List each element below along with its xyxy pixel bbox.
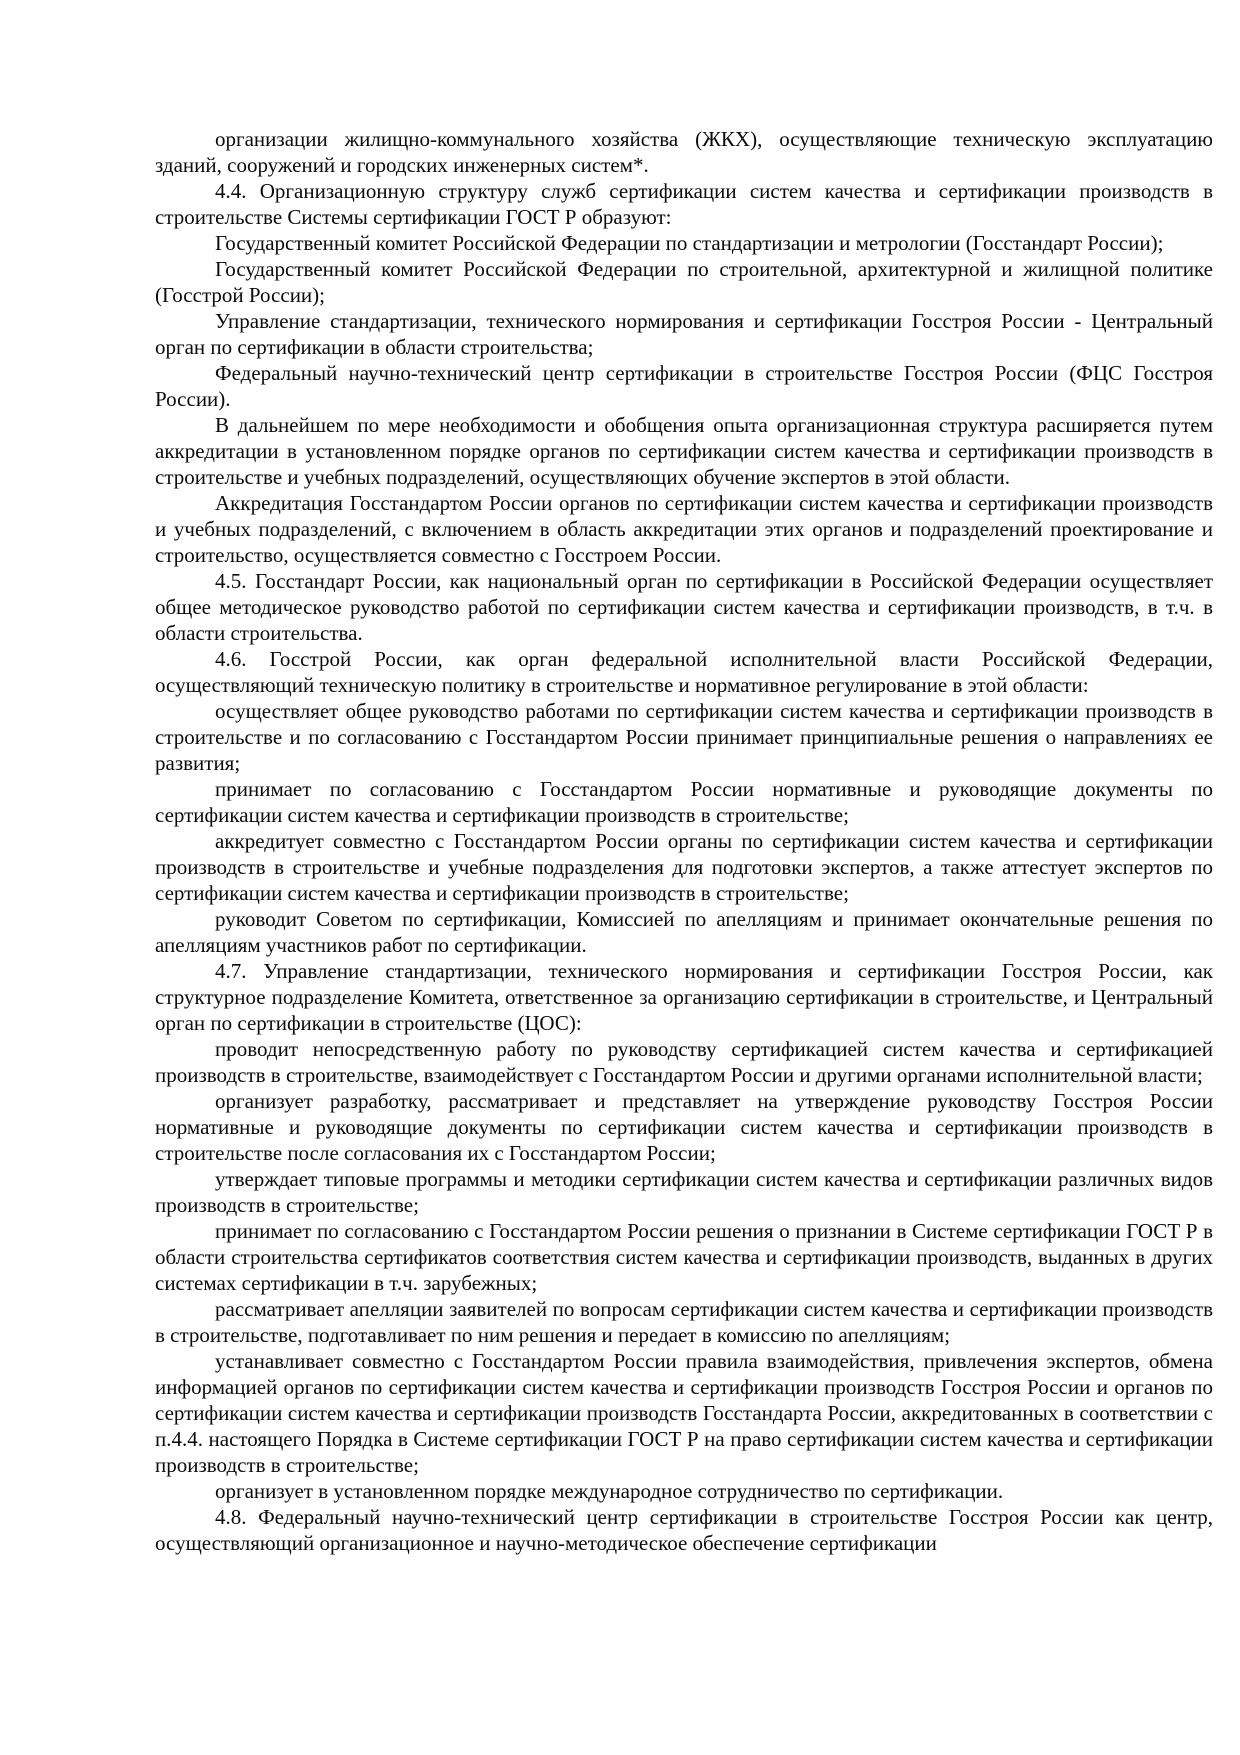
- paragraph: руководит Советом по сертификации, Комиссией по апелляциям и принимает окончательные решения по апелляциям участников работ по сертификации.: [155, 907, 1213, 957]
- paragraph: организует разработку, рассматривает и представляет на утверждение руководству Госстроя России нормативные и руководящие документы по сертификации систем качества и сертификации производств в строительстве после согласования их с Госстандартом России;: [155, 1089, 1213, 1165]
- paragraph: 4.8. Федеральный научно-технический центр сертификации в строительстве Госстроя России как центр, осуществляющий организационное и научно-методическое обеспечение сертификации: [155, 1505, 1213, 1555]
- paragraph: организует в установленном порядке международное сотрудничество по сертификации.: [215, 1479, 1004, 1503]
- paragraph: принимает по согласованию с Госстандартом России решения о признании в Системе сертификации ГОСТ Р в области строительства сертификатов соответствия систем качества и сертификации производств, выданных в других системах сертификации в т.ч. зарубежных;: [155, 1219, 1213, 1295]
- paragraph: 4.4. Организационную структуру служб сертификации систем качества и сертификации производств в строительстве Системы сертификации ГОСТ Р образуют:: [155, 179, 1213, 229]
- paragraph: 4.7. Управление стандартизации, технического нормирования и сертификации Госстроя России, как структурное подразделение Комитета, ответственное за организацию сертификации в строительстве, и Центральный орган по сертификации в строительстве (ЦОС):: [155, 959, 1213, 1035]
- paragraph: Аккредитация Госстандартом России органов по сертификации систем качества и сертификации производств и учебных подразделений, с включением в область аккредитации этих органов и подразделений проектирование и строительство, осуществляется совместно с Госстроем России.: [155, 491, 1213, 567]
- paragraph: организации жилищно-коммунального хозяйства (ЖКХ), осуществляющие техническую эксплуатацию зданий, сооружений и городских инженерных систем*.: [155, 127, 1213, 177]
- document-text-block: [155, 126, 1213, 1556]
- paragraph: рассматривает апелляции заявителей по вопросам сертификации систем качества и сертификации производств в строительстве, подготавливает по ним решения и передает в комиссию по апелляциям;: [155, 1297, 1213, 1347]
- paragraph: 4.5. Госстандарт России, как национальный орган по сертификации в Российской Федерации осуществляет общее методическое руководство работой по сертификации систем качества и сертификации производств, в т.ч. в области строительства.: [155, 569, 1213, 645]
- paragraph: принимает по согласованию с Госстандартом России нормативные и руководящие документы по сертификации систем качества и сертификации производств в строительстве;: [155, 777, 1213, 827]
- paragraph: осуществляет общее руководство работами по сертификации систем качества и сертификации производств в строительстве и по согласованию с Госстандартом России принимает принципиальные решения о направлениях ее развития;: [155, 699, 1213, 775]
- paragraph: устанавливает совместно с Госстандартом России правила взаимодействия, привлечения экспертов, обмена информацией органов по сертификации систем качества и сертификации производств Госстроя России и органов по сертификации систем качества и сертификации производств Госстандарта России, аккредитованных в соответствии с п.4.4. настоящего Порядка в Системе сертификации ГОСТ Р на право сертификации систем качества и сертификации производств в строительстве;: [155, 1349, 1213, 1477]
- paragraph: проводит непосредственную работу по руководству сертификацией систем качества и сертификацией производств в строительстве, взаимодействует с Госстандартом России и другими органами исполнительной власти;: [155, 1037, 1213, 1087]
- paragraph: В дальнейшем по мере необходимости и обобщения опыта организационная структура расширяется путем аккредитации в установленном порядке органов по сертификации систем качества и сертификации производств в строительстве и учебных подразделений, осуществляющих обучение экспертов в этой области.: [155, 413, 1213, 489]
- paragraph: утверждает типовые программы и методики сертификации систем качества и сертификации различных видов производств в строительстве;: [155, 1167, 1213, 1217]
- paragraph: Государственный комитет Российской Федерации по стандартизации и метрологии (Госстандарт России);: [215, 231, 1164, 255]
- paragraph: Федеральный научно-технический центр сертификации в строительстве Госстроя России (ФЦС Госстроя России).: [155, 361, 1213, 411]
- paragraph: Управление стандартизации, технического нормирования и сертификации Госстроя России - Центральный орган по сертификации в области строительства;: [155, 309, 1213, 359]
- paragraph: 4.6. Госстрой России, как орган федеральной исполнительной власти Российской Федерации, осуществляющий техническую политику в строительстве и нормативное регулирование в этой области:: [155, 647, 1213, 697]
- paragraph: Государственный комитет Российской Федерации по строительной, архитектурной и жилищной политике (Госстрой России);: [155, 257, 1213, 307]
- paragraph: аккредитует совместно с Госстандартом России органы по сертификации систем качества и сертификации производств в строительстве и учебные подразделения для подготовки экспертов, а также аттестует экспертов по сертификации систем качества и сертификации производств в строительстве;: [155, 829, 1213, 905]
